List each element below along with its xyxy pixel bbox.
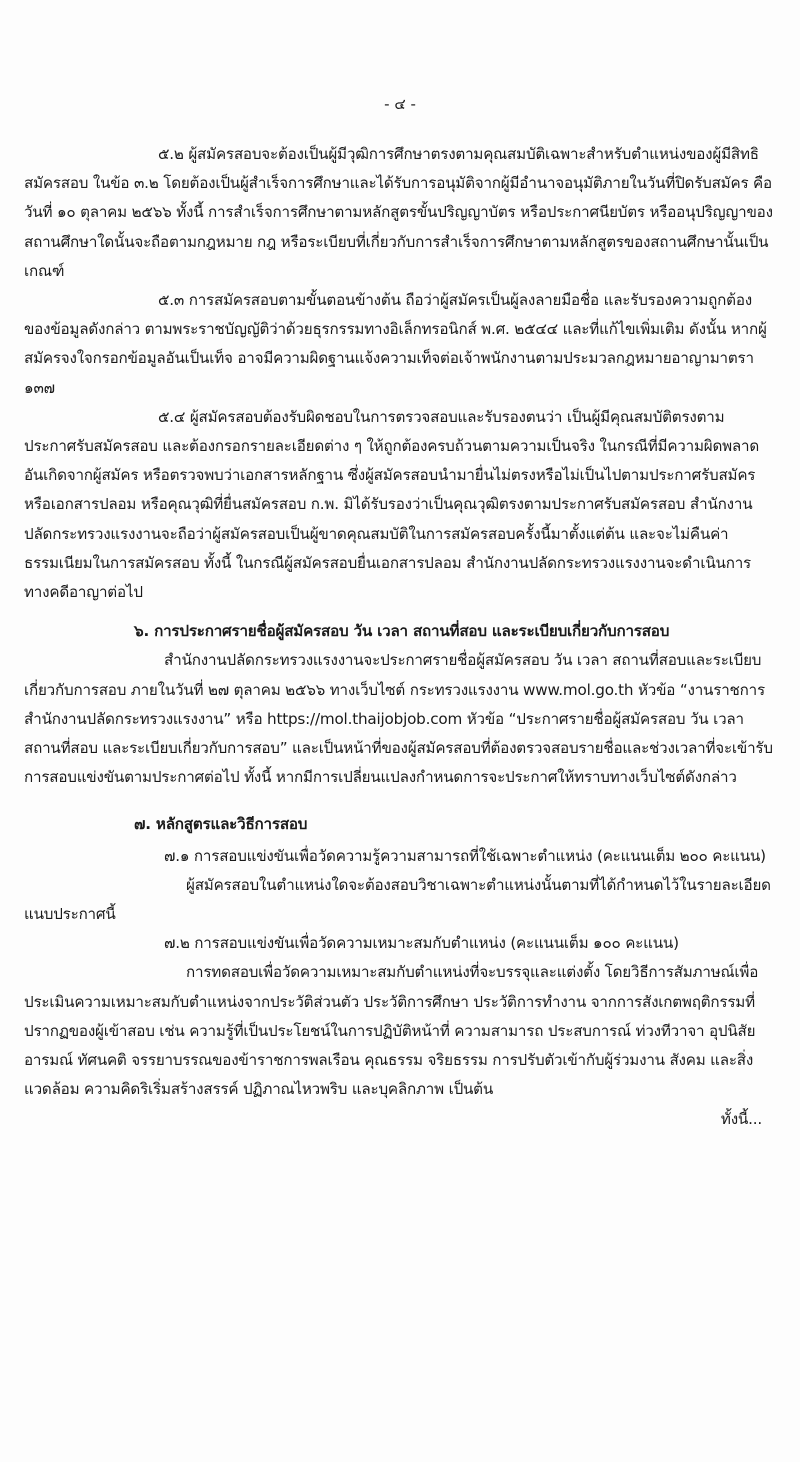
paragraph-7-2-detail: การทดสอบเพื่อวัดความเหมาะสมกับตำแหน่งที่จะบรรจุและแต่งตั้ง โดยวิธีการสัมภาษณ์เพื่อประเมินความเหมาะสมกับตำแหน่งจากประวัติส่วนตัว ประวัติการศึกษา ประวัติการทำงาน จากการสังเกตพฤติกรรมที่ปรากฏของผู้เข้าสอบ เช่น ความรู้ที่เป็นประโยชน์ในการปฏิบัติหน้าที่ ความสามารถ ประสบการณ์ ท่วงทีวาจา อุปนิสัย อารมณ์ ทัศนคติ จรรยาบรรณของข้าราชการพลเรือน คุณธรรม จริยธรรม การปรับตัวเข้ากับผู้ร่วมงาน สังคม และสิ่งแวดล้อม ความคิดริเริ่มสร้างสรรค์ ปฏิภาณไหวพริบ และบุคลิกภาพ เป็นต้น [24, 963, 759, 1099]
page-number: - ๔ - [384, 95, 416, 113]
heading-section-6: ๖. การประกาศรายชื่อผู้สมัครสอบ วัน เวลา สถานที่สอบ และระเบียบเกี่ยวกับการสอบ [134, 622, 670, 641]
heading-section-7: ๗. หลักสูตรและวิธีการสอบ [134, 815, 308, 834]
continued-marker: ทั้งนี้... [720, 1109, 762, 1128]
paragraph-5-3: ๕.๓ การสมัครสอบตามขั้นตอนข้างต้น ถือว่าผู้สมัครเป็นผู้ลงลายมือชื่อ และรับรองความถูกต้องของข้อมูลดังกล่าว ตามพระราชบัญญัติว่าด้วยธุรกรรมทางอิเล็กทรอนิกส์ พ.ศ. ๒๕๔๔ และที่แก้ไขเพิ่มเติม ดังนั้น หากผู้สมัครจงใจกรอกข้อมูลอันเป็นเท็จ อาจมีความผิดฐานแจ้งความเท็จต่อเจ้าพนักงานตามประมวลกฎหมายอาญามาตรา ๑๓๗ [24, 291, 767, 397]
paragraph-7-1-detail: ผู้สมัครสอบในตำแหน่งใดจะต้องสอบวิชาเฉพาะตำแหน่งนั้นตามที่ได้กำหนดไว้ในรายละเอียดแนบประกาศนี้ [24, 875, 771, 924]
paragraph-6: สำนักงานปลัดกระทรวงแรงงานจะประกาศรายชื่อผู้สมัครสอบ วัน เวลา สถานที่สอบและระเบียบเกี่ยวกับการสอบ ภายในวันที่ ๒๗ ตุลาคม ๒๕๖๖ ทางเว็บไซต์ กระทรวงแรงงาน www.mol.go.th หัวข้อ “งานราชการสำนักงานปลัดกระทรวงแรงงาน” หรือ https://mol.thaijobjob.com หัวข้อ “ประกาศรายชื่อผู้สมัครสอบ วัน เวลา สถานที่สอบ และระเบียบเกี่ยวกับการสอบ” และเป็นหน้าที่ของผู้สมัครสอบที่ต้องตรวจสอบรายชื่อและช่วงเวลาที่จะเข้ารับการสอบแข่งขันตามประกาศต่อไป ทั้งนี้ หากมีการเปลี่ยนแปลงกำหนดการจะประกาศให้ทราบทางเว็บไซต์ดังกล่าว [24, 651, 773, 787]
paragraph-7-2: ๗.๒ การสอบแข่งขันเพื่อวัดความเหมาะสมกับตำแหน่ง (คะแนนเต็ม ๑๐๐ คะแนน) [164, 934, 679, 953]
paragraph-5-2: ๕.๒ ผู้สมัครสอบจะต้องเป็นผู้มีวุฒิการศึกษาตรงตามคุณสมบัติเฉพาะสำหรับตำแหน่งของผู้มีสิทธิสมัครสอบ ในข้อ ๓.๒ โดยต้องเป็นผู้สำเร็จการศึกษาและได้รับการอนุมัติจากผู้มีอำนาจอนุมัติภายในวันที่ปิดรับสมัคร คือ วันที่ ๑๐ ตุลาคม ๒๕๖๖ ทั้งนี้ การสำเร็จการศึกษาตามหลักสูตรขั้นปริญญาบัตร หรือประกาศนียบัตร หรืออนุปริญญาของสถานศึกษาใดนั้นจะถือตามกฎหมาย กฎ หรือระเบียบที่เกี่ยวกับการสำเร็จการศึกษาตามหลักสูตรของสถานศึกษานั้นเป็นเกณฑ์ [24, 145, 773, 280]
paragraph-7-1: ๗.๑ การสอบแข่งขันเพื่อวัดความรู้ความสามารถที่ใช้เฉพาะตำแหน่ง (คะแนนเต็ม ๒๐๐ คะแนน) [164, 846, 766, 865]
paragraph-5-4: ๕.๔ ผู้สมัครสอบต้องรับผิดชอบในการตรวจสอบและรับรองตนว่า เป็นผู้มีคุณสมบัติตรงตามประกาศรับสมัครสอบ และต้องกรอกรายละเอียดต่าง ๆ ให้ถูกต้องครบถ้วนตามความเป็นจริง ในกรณีที่มีความผิดพลาดอันเกิดจากผู้สมัคร หรือตรวจพบว่าเอกสารหลักฐาน ซึ่งผู้สมัครสอบนำมายื่นไม่ตรงหรือไม่เป็นไปตามประกาศรับสมัคร หรือเอกสารปลอม หรือคุณวุฒิที่ยื่นสมัครสอบ ก.พ. มิได้รับรองว่าเป็นคุณวุฒิตรงตามประกาศรับสมัครสอบ สำนักงานปลัดกระทรวงแรงงานจะถือว่าผู้สมัครสอบเป็นผู้ขาดคุณสมบัติในการสมัครสอบครั้งนี้มาตั้งแต่ต้น และจะไม่คืนค่าธรรมเนียมในการสมัครสอบ ทั้งนี้ ในกรณีผู้สมัครสอบยื่นเอกสารปลอม สำนักงานปลัดกระทรวงแรงงานจะดำเนินการทางคดีอาญาต่อไป [24, 407, 760, 602]
document-body [24, 140, 776, 1134]
